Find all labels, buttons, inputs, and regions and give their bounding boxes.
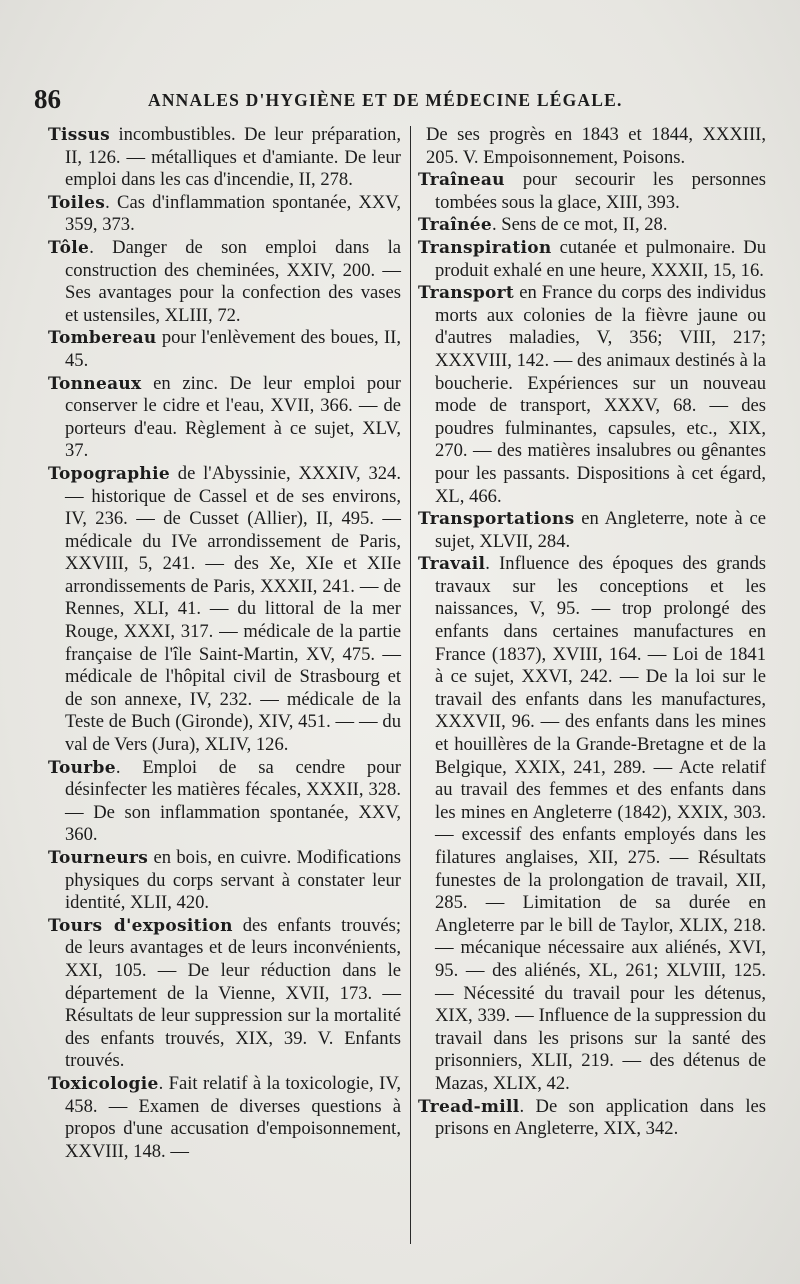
index-entry (48, 192, 401, 237)
entry-text: en zinc. De leur emploi pour conserver le cidre et l'eau, XVII, 366. — de porteurs d'eau. Règlement à ce sujet, XLV, 37. (65, 372, 401, 462)
index-entry (48, 915, 401, 1073)
entry-headword: Tread-mill (418, 1096, 520, 1117)
column-divider (410, 126, 411, 1244)
entry-text: des enfants trouvés; de leurs avantages et de leurs inconvénients, XXI, 105. — De leur réduction dans le département de la Vienne, XVII, 173. — Résultats de leur suppression sur la mortalité des enfants trouvés, XIX, 39. V. Enfants trouvés. (65, 914, 401, 1072)
index-entry (418, 237, 766, 282)
page-header (34, 84, 770, 118)
index-entry (48, 1073, 401, 1163)
entry-headword: Traînée (418, 215, 492, 236)
entry-text: cutanée et pulmonaire. Du produit exhalé en une heure, XXXII, 15, 16. (435, 236, 766, 281)
entry-headword: Tonneaux (48, 373, 142, 394)
index-entry (418, 214, 766, 237)
entry-headword: Toxicologie (48, 1073, 159, 1094)
entry-text: incombustibles. De leur préparation, II, 126. — métalliques et d'amiante. De leur emploi dans les cas d'incendie, II, 278. (65, 124, 401, 191)
entry-text: . Cas d'inflammation spontanée, XXV, 359, 373. (65, 191, 401, 236)
entry-headword: Tôle (48, 237, 90, 258)
entry-text: . Sens de ce mot, II, 28. (491, 214, 668, 236)
entry-headword: Topographie (48, 463, 170, 484)
entry-headword: Transpiration (418, 237, 552, 258)
entry-headword: Tourbe (48, 757, 116, 778)
entry-headword: Tours d'exposition (48, 915, 233, 936)
page-number: 86 (34, 84, 61, 114)
entry-text: en France du corps des individus morts aux colonies de la fièvre jaune ou d'autres maladies, V, 356; VIII, 217; XXXVIII, 142. — des animaux destinés à la boucherie. Expériences sur un nouveau mode de transport, XXXV, 68. — des poudres fulminantes, capsules, etc., XIX, 270. — des matières insalubres ou gênantes pour les passants. Dispositions à cet égard, XL, 466. (435, 282, 766, 507)
entry-headword: Tissus (48, 125, 110, 145)
right-column (418, 124, 766, 1141)
continued-entry: De ses progrès en 1843 et 1844, XXXIII, 205. V. Empoisonnement, Poisons. (426, 124, 766, 168)
entry-text: . Fait relatif à la toxicologie, IV, 458. — Examen de diverses questions à propos d'une accusation d'empoisonnement, XXVIII, 148. — (65, 1072, 401, 1162)
entry-text: . Emploi de sa cendre pour désinfecter les matières fécales, XXXII, 328. — De son inflammation spontanée, XXV, 360. (65, 756, 401, 846)
entry-headword: Tourneurs (48, 848, 149, 868)
index-entry (48, 124, 401, 192)
index-entry (48, 463, 401, 757)
index-entry (48, 847, 401, 915)
entry-headword: Toiles (48, 192, 106, 213)
entry-text: en Angleterre, note à ce sujet, XLVII, 284. (435, 508, 766, 552)
index-entry (418, 1096, 766, 1141)
index-entry (48, 237, 401, 327)
running-title: ANNALES D'HYGIÈNE ET DE MÉDECINE LÉGALE. (148, 90, 623, 110)
left-column (48, 124, 401, 1163)
index-entry (418, 282, 766, 508)
index-entry (418, 553, 766, 1095)
entry-text: . Influence des époques des grands travaux sur les conceptions et les naissances, V, 95. — trop prolongé des enfants dans certaines manufactures en France (1837), XVIII, 164. — Loi de 1841 à ce sujet, XXVI, 242. — De la loi sur le travail des enfants dans les manufactures, XXXVII, 96. — des enfants dans les mines et houillères de la Grande-Bretagne et de la Belgique, XXIX, 241, 289. — Acte relatif au travail des femmes et des enfants dans les mines en Angleterre (1842), XXIX, 303. — excessif des enfants employés dans les filatures anglaises, XII, 275. — Résultats funestes de la prolongation de travail, XII, 285. — Limitation de sa durée en Angleterre par le bill de Taylor, XLIX, 218. — mécanique nécessaire aux aliénés, XVI, 95. — des aliénés, XL, 261; XLVIII, 125. — Nécessité du travail pour les détenus, XIX, 339. — Influence de la suppression du travail dans les prisons sur la santé des prisonniers, XLII, 219. — des détenus de Mazas, XLIX, 42. (435, 553, 766, 1094)
index-entry (48, 327, 401, 372)
entry-text: pour secourir les personnes tombées sous la glace, XIII, 393. (435, 169, 766, 213)
entry-text: . Danger de son emploi dans la construction des cheminées, XXIV, 200. — Ses avantages pour la confection des vases et ustensiles, XLIII, 72. (65, 236, 401, 326)
entry-text: pour l'enlèvement des boues, II, 45. (65, 327, 401, 371)
entry-headword: Traîneau (418, 170, 505, 191)
entry-headword: Transportations (418, 509, 575, 530)
entry-text: . De son application dans les prisons en Angleterre, XIX, 342. (435, 1095, 766, 1140)
entry-headword: Transport (418, 283, 515, 304)
entry-headword: Tombereau (48, 328, 157, 349)
index-entry (48, 373, 401, 463)
index-entry (418, 169, 766, 214)
index-entry (418, 508, 766, 553)
entry-text: en bois, en cuivre. Modifications physiques du corps servant à constater leur identité, XLII, 420. (65, 847, 401, 914)
entry-headword: Travail (418, 554, 486, 575)
index-entry (48, 757, 401, 847)
entry-text: de l'Abyssinie, XXXIV, 324. — historique de Cassel et de ses environs, IV, 236. — de Cusset (Allier), II, 495. — médicale du IVe arrondissement de Paris, XXVIII, 5, 241. — des Xe, XIe et XIIe arrondissements de Paris, XXXII, 241. — de Rennes, XLI, 41. — du littoral de la mer Rouge, XXXI, 317. — médicale de la partie française de l'île Saint-Martin, XV, 475. — médicale de l'hôpital civil de Strasbourg et de son annexe, IV, 232. — médicale de la Teste de Buch (Gironde), XIV, 451. — — du val de Vers (Jura), XLIV, 126. (65, 462, 401, 756)
